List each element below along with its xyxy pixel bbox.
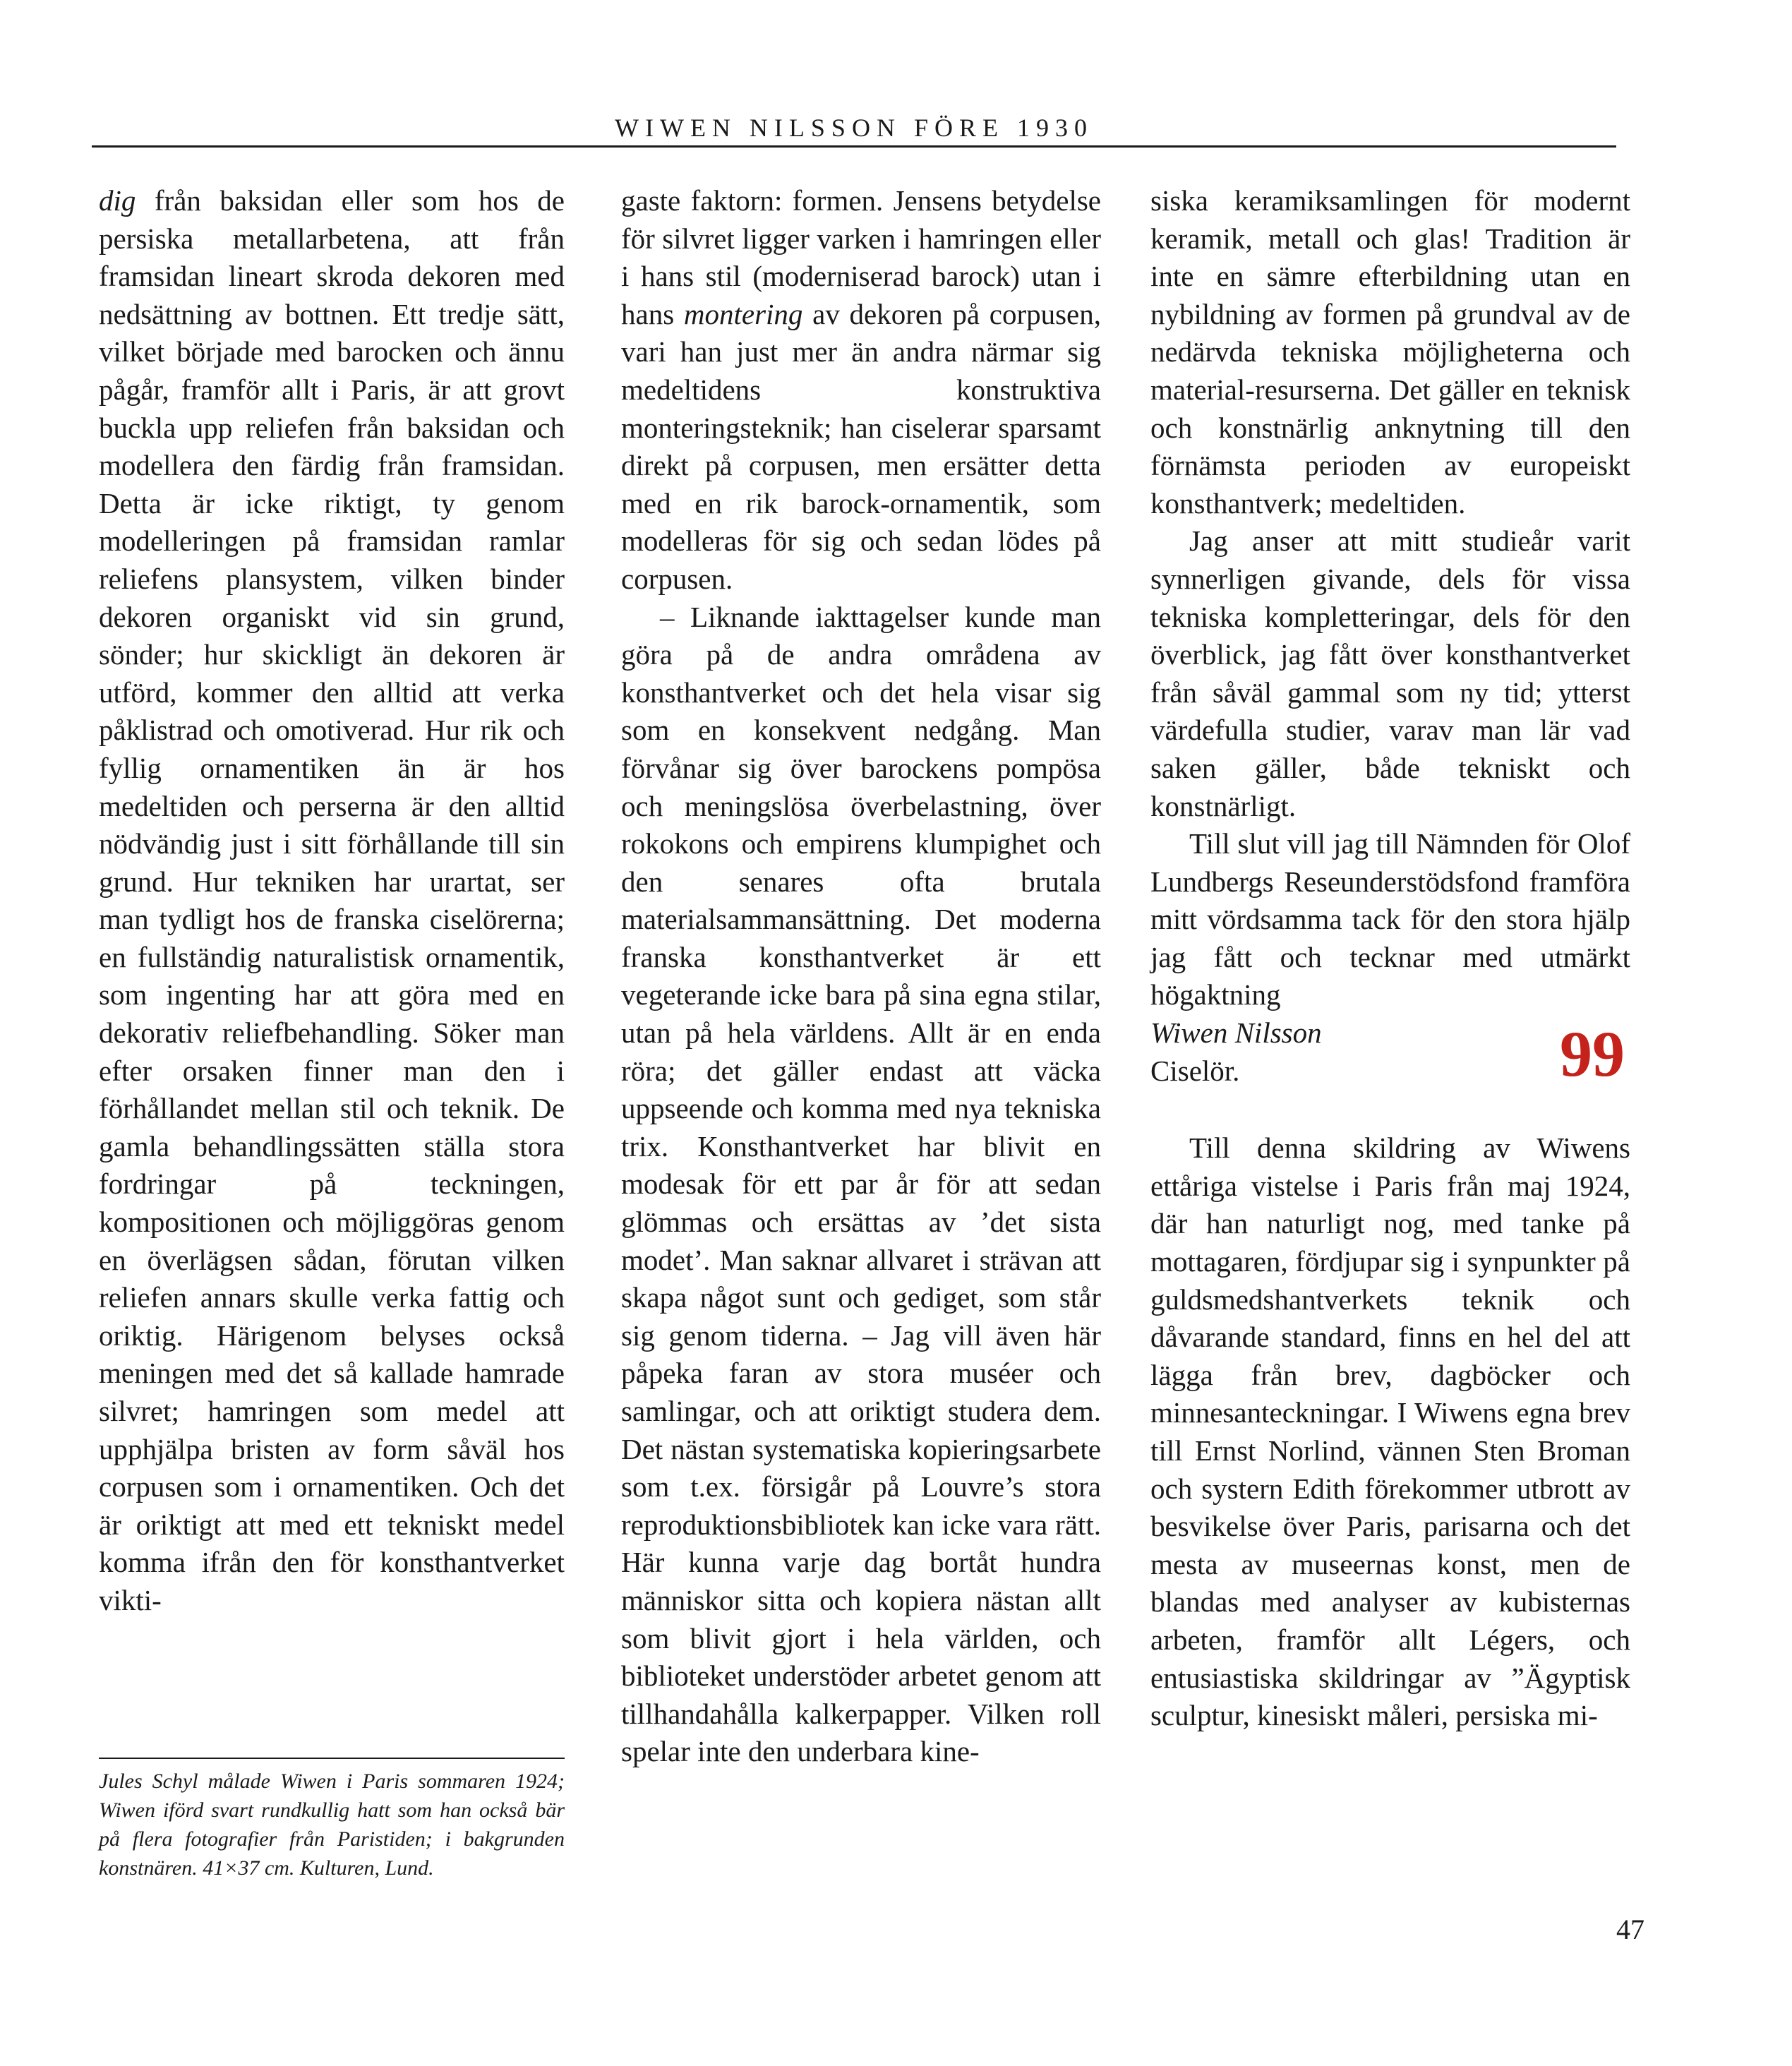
column-3-paragraph-1: siska keramiksamlingen för modernt keramik, metall och glas! Tradition är inte en sämre efterbildning utan en nybildning av formen på grundval av de nedärvda tekniska möjligheterna och material-resurserna. Det gäller en teknisk och konstnärlig anknytning till den förnämsta perioden av europeiskt konsthantverk; medeltiden. — [1150, 184, 1630, 519]
page-number: 47 — [1616, 1914, 1644, 1945]
end-quote-mark: 99 — [1560, 1018, 1625, 1091]
column-3-paragraph-2: Jag anser att mitt studieår varit synnerligen givande, dels för vissa tekniska kompletteringar, dels för den överblick, jag fått över konsthantverket från såväl gammal som ny tid; ytterst värdefulla studier, varav man lär vad saken gäller, både tekniskt och konstnärligt. — [1150, 524, 1630, 822]
text-column-3 — [1150, 182, 1630, 1735]
column-2-paragraph-1 — [621, 182, 1101, 599]
column-2-paragraph-2: – Liknande iakttagelser kunde man göra på de andra områdena av konsthantverket och det hela visar sig som en konsekvent nedgång. Man förvånar sig över barockens pompösa och meningslösa överbelastning, över rokokons och empirens klumpighet och den senares ofta brutala materialsammansättning. Det moderna franska konsthantverket är ett vegeterande icke bara på sina egna stilar, utan på hela världens. Allt är en enda röra; det gäller endast att väcka uppseende och komma med nya tekniska trix. Konsthantverket har blivit en modesak för ett par år för att sedan glömmas och ersättas av ’det sista modet’. Man saknar allvaret i strävan att skapa något sunt och gediget, som står sig genom tiderna. – Jag vill även här påpeka faran av stora muséer och samlingar, och att oriktigt studera dem. Det nästan systematiska kopieringsarbete som t.ex. försigår på Louvre’s stora reproduktionsbibliotek kan icke vara rätt. Här kunna varje dag bortåt hundra människor sitta och kopiera nästan allt som blivit gjort i hela världen, och biblioteket understöder arbetet genom att tillhandahålla kalkerpapper. Vilken roll spelar inte den underbara kine- — [621, 600, 1101, 1768]
text-column-1 — [99, 182, 565, 1620]
image-caption: Jules Schyl målade Wiwen i Paris sommaren 1924; Wiwen iförd svart rundkullig hatt som han också bär på flera fotografier från Paristiden; i bakgrunden konstnären. 41×37 cm. Kulturen, Lund. — [99, 1770, 565, 1880]
column-3-paragraph-4: Till denna skildring av Wiwens ettåriga vistelse i Paris från maj 1924, där han naturligt nog, med tanke på mottagaren, fördjupar sig i synpunkter på guldsmedshantverkets teknik och dåvarande standard, finns en hel del att lägga från brev, dagböcker och minnesanteckningar. I Wiwens egna brev till Ernst Norlind, vännen Sten Broman och systern Edith förekommer utbrott av besvikelse över Paris, parisarna och det mesta av museernas konst, men de blandas med analyser av kubisternas arbeten, framför allt Légers, och entusiastiska skildringar av ”Ägyptisk sculptur, kinesiskt måleri, persiska mi- — [1150, 1131, 1630, 1732]
text-column-2 — [621, 182, 1101, 1771]
column-2-text-a: gaste faktorn: formen. Jensens betydelse för silvret ligger varken i hamringen eller i hans stil (moderniserad barock) utan i hans — [621, 184, 1101, 330]
column-1-text: från baksidan eller som hos de persiska metallarbetena, att från framsidan lineart skroda dekoren med nedsättning av bottnen. Ett tredje sätt, vilket började med barocken och ännu pågår, framför allt i Paris, är att grovt buckla upp reliefen från baksidan och modellera den färdig från framsidan. Detta är icke riktigt, ty genom modelleringen på framsidan ramlar reliefens plansystem, vilken binder dekoren organiskt vid sin grund, sönder; hur skickligt än dekoren är utförd, kommer den alltid att verka påklistrad och omotiverad. Hur rik och fyllig ornamentiken än är hos medeltiden och perserna är den alltid nödvändig just i sitt förhållande till sin grund. Hur tekniken har urartat, ser man tydligt hos de franska ciselörerna; en fullständig naturalistisk ornamentik, som ingenting har att göra med en dekorativ reliefbehandling. Söker man efter orsaken finner man den i förhållandet mellan stil och teknik. De gamla behandlingssätten ställa stora fordringar på teckningen, kompositionen och möjliggöras genom en överlägsen sådan, förutan vilken reliefen annars skulle verka fattig och oriktig. Härigenom belyses också meningen med det så kallade hamrade silvret; hamringen som medel att upphjälpa bristen av form såväl hos corpusen som i ornamentiken. Och det är oriktigt att med ett tekniskt medel komma ifrån den för konsthantverket vikti- — [99, 184, 565, 1616]
signature: Wiwen Nilsson — [1150, 1016, 1322, 1050]
column-2-text-b: av dekoren på corpusen, vari han just mer än andra närmar sig medeltidens konstruktiva monteringsteknik; han ciselerar sparsamt direkt på corpusen, men ersätter detta med en rik barock-ornamentik, som modelleras för sig och sedan lödes på corpusen. — [621, 297, 1101, 595]
caption-rule — [99, 1758, 565, 1759]
column-1-paragraph — [99, 182, 565, 1620]
header-rule — [92, 145, 1616, 148]
letter-closing — [1150, 1014, 1630, 1090]
lead-italic-word: dig — [99, 184, 136, 217]
italic-term-montering: montering — [683, 297, 803, 330]
column-3-paragraph-3: Till slut vill jag till Nämnden för Olof Lundbergs Reseunderstödsfond framföra mitt vördsamma tack för den stora hjälp jag fått och tecknar med utmärkt högaktning — [1150, 827, 1630, 1011]
signature-title: Ciselör. — [1150, 1054, 1240, 1087]
running-head: WIWEN NILSSON FÖRE 1930 — [615, 114, 1093, 142]
